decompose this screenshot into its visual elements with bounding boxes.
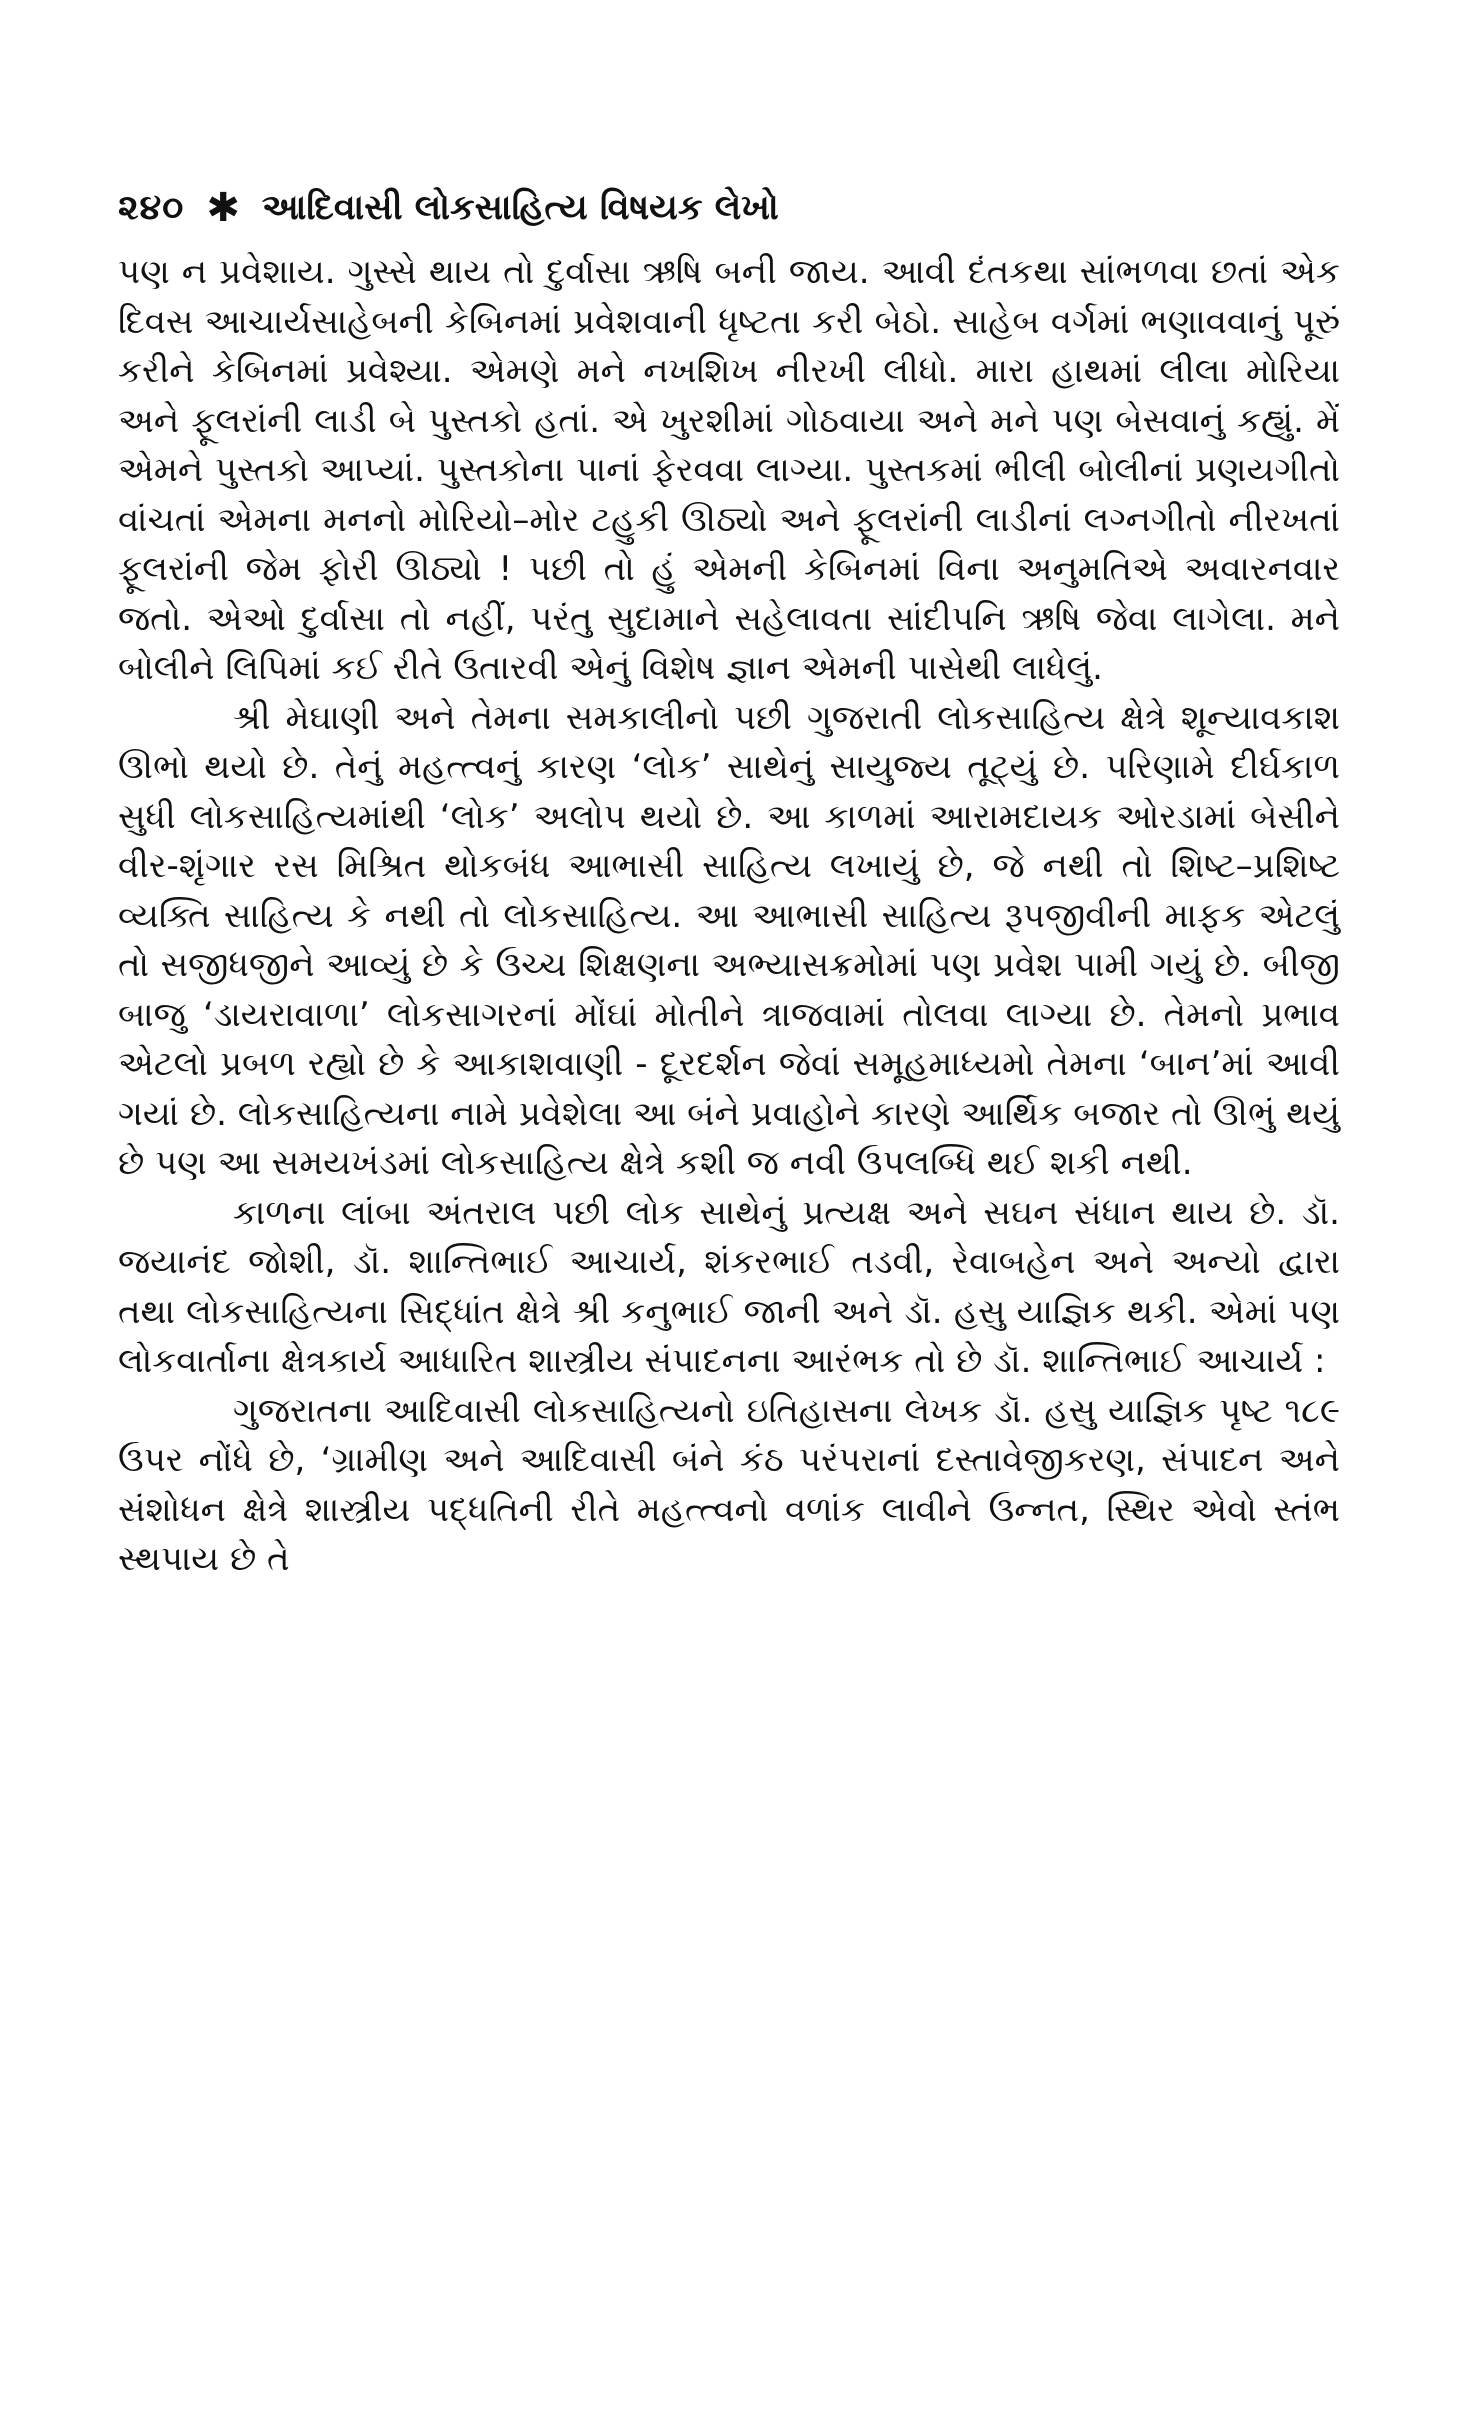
paragraph: કાળના લાંબા અંતરાલ પછી લોક સાથેનું પ્રત્યક્ષ અને સઘન સંધાન થાય છે. ડૉ. જયાનંદ જોશી, ડૉ. શાન્તિભાઈ આચાર્ય, શંકરભાઈ તડવી, રેવાબહેન અને અન્યો દ્વારા તથા લોકસાહિત્યના સિદ્ધાંત ક્ષેત્રે શ્રી કનુભાઈ જાની અને ડૉ. હસુ યાજ્ઞિક થકી. એમાં પણ લોકવાર્તાના ક્ષેત્રકાર્ય આધારિત શાસ્ત્રીય સંપાદનના આરંભક તો છે ડૉ. શાન્તિભાઈ આચાર્ય : <box>118 1192 1340 1381</box>
paragraph: પણ ન પ્રવેશાય. ગુસ્સે થાય તો દુર્વાસા ઋષિ બની જાય. આવી દંતકથા સાંભળવા છતાં એક દિવસ આચાર્યસાહેબની કેબિનમાં પ્રવેશવાની ધૃષ્ટતા કરી બેઠો. સાહેબ વર્ગમાં ભણાવવાનું પૂરું કરીને કેબિનમાં પ્રવેશ્યા. એમણે મને નખશિખ નીરખી લીધો. મારા હાથમાં લીલા મોરિયા અને ફૂલરાંની લાડી બે પુસ્તકો હતાં. એ ખુરશીમાં ગોઠવાયા અને મને પણ બેસવાનું કહ્યું. મેં એમને પુસ્તકો આપ્યાં. પુસ્તકોના પાનાં ફેરવવા લાગ્યા. પુસ્તકમાં ભીલી બોલીનાં પ્રણયગીતો વાંચતાં એમના મનનો મોરિયો–મોર ટહુકી ઊઠ્યો અને ફૂલરાંની લાડીનાં લગ્નગીતો નીરખતાં ફૂલરાંની જેમ ફોરી ઊઠ્યો ! પછી તો હું એમની કેબિનમાં વિના અનુમતિએ અવારનવાર જતો. એઓ દુર્વાસા તો નહીં, પરંતુ સુદામાને સહેલાવતા સાંદીપનિ ઋષિ જેવા લાગેલા. મને બોલીને લિપિમાં કઈ રીતે ઉતારવી એનું વિશેષ જ્ઞાન એમની પાસેથી લાધેલું. <box>118 252 1340 688</box>
asterisk-icon: ✱ <box>206 185 240 231</box>
paragraph: શ્રી મેઘાણી અને તેમના સમકાલીનો પછી ગુજરાતી લોકસાહિત્ય ક્ષેત્રે શૂન્યાવકાશ ઊભો થયો છે. તેનું મહત્ત્વનું કારણ ‘લોક’ સાથેનું સાયુજ્ય તૂટ્યું છે. પરિણામે દીર્ઘકાળ સુધી લોકસાહિત્યમાંથી ‘લોક’ અલોપ થયો છે. આ કાળમાં આરામદાયક ઓરડામાં બેસીને વીર-શૃંગાર રસ મિશ્રિત થોકબંધ આભાસી સાહિત્ય લખાયું છે, જે નથી તો શિષ્ટ–પ્રશિષ્ટ વ્યક્તિ સાહિત્ય કે નથી તો લોકસાહિત્ય. આ આભાસી સાહિત્ય રૂપજીવીની માફક એટલું તો સજીધજીને આવ્યું છે કે ઉચ્ચ શિક્ષણના અભ્યાસક્રમોમાં પણ પ્રવેશ પામી ગયું છે. બીજી બાજુ ‘ડાયરાવાળા’ લોકસાગરનાં મોંઘાં મોતીને ત્રાજવામાં તોલવા લાગ્યા છે. તેમનો પ્રભાવ એટલો પ્રબળ રહ્યો છે કે આકાશવાણી - દૂરદર્શન જેવાં સમૂહમાધ્યમો તેમના ‘બાન’માં આવી ગયાં છે. લોકસાહિત્યના નામે પ્રવેશેલા આ બંને પ્રવાહોને કારણે આર્થિક બજાર તો ઊભું થયું છે પણ આ સમયખંડમાં લોકસાહિત્ય ક્ષેત્રે કશી જ નવી ઉપલબ્ધિ થઈ શકી નથી. <box>118 697 1340 1183</box>
running-header <box>118 178 1340 238</box>
page-number: ૨૪૦ <box>118 188 185 228</box>
book-page <box>118 178 1340 1585</box>
book-title: આદિવાસી લોકસાહિત્ય વિષયક લેખો <box>261 188 779 228</box>
paragraph: ગુજરાતના આદિવાસી લોકસાહિત્યનો ઇતિહાસના લેખક ડૉ. હસુ યાજ્ઞિક પૃષ્ટ ૧૮૯ ઉપર નોંધે છે, ‘ગ્રામીણ અને આદિવાસી બંને કંઠ પરંપરાનાં દસ્તાવેજીકરણ, સંપાદન અને સંશોધન ક્ષેત્રે શાસ્ત્રીય પદ્ધતિની રીતે મહત્ત્વનો વળાંક લાવીને ઉન્નત, સ્થિર એવો સ્તંભ સ્થપાય છે તે <box>118 1390 1340 1579</box>
body-text <box>118 248 1340 1585</box>
